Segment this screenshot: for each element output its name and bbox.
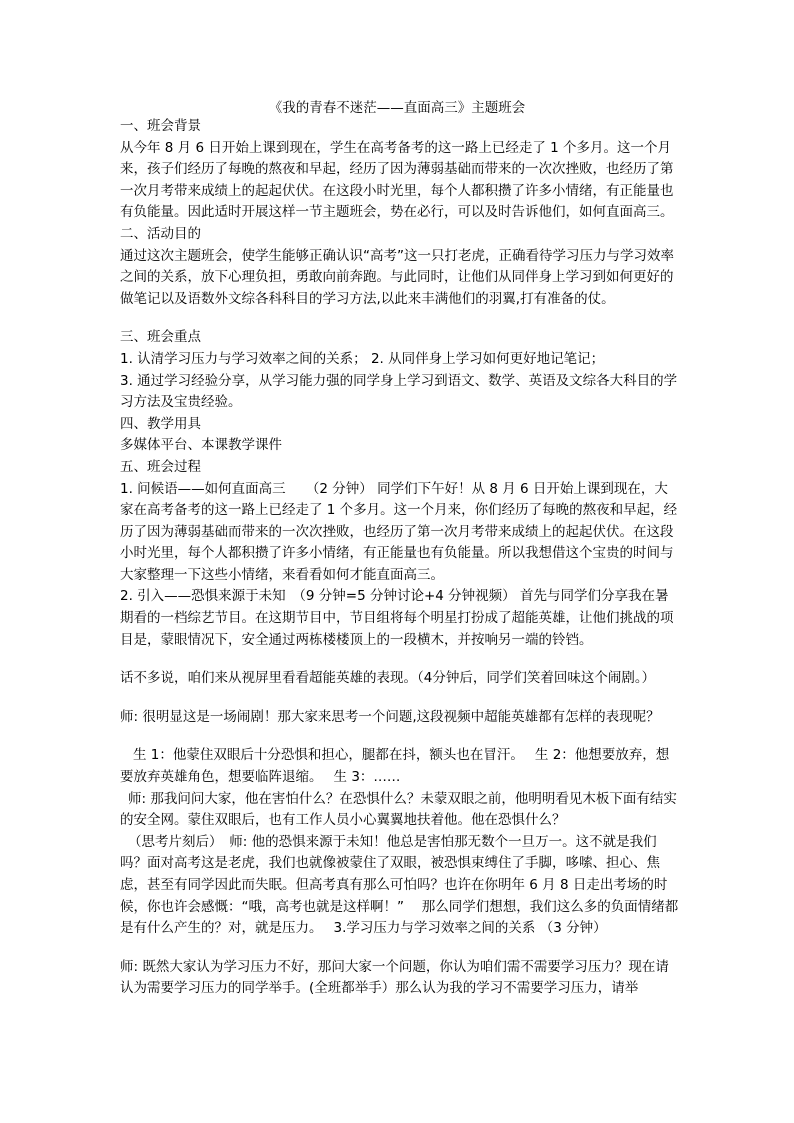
- focus-item-3: 3. 通过学习经验分享，从学习能力强的同学身上学习到语文、数学、英语及文综各大科目的学习方法及宝贵经验。: [120, 372, 678, 411]
- teacher-followup-paragraph: 师: 那我问问大家，他在害怕什么？在恐惧什么？未蒙双眼之前，他明明看见木板下面有结实的安全网。蒙住双眼后，也有工作人员小心翼翼地扶着他。他在恐惧什么？: [120, 790, 677, 829]
- spacer: [120, 690, 680, 707]
- process-step-greeting: 1. 问候语——如何直面高三 （2 分钟） 同学们下午好！从 8 月 6 日开始上课到现在，大家在高考备考的这一路上已经走了 1 个多月。这一个月来，你们经历了每晚的熬夜和早起，经历了因为薄弱基础而带来的一次次挫败，也经历了第一次月考带来成绩上的起起伏伏。在这段小时光里，每个人都积攒了许多小情绪，有正能量也有负能量。所以我想借这个宝贵的时间与大家整理一下这些小情绪，来看看如何才能直面高三。: [120, 480, 678, 583]
- process-video-paragraph: 话不多说，咱们来从视屏里看看超能英雄的表现。（4分钟后，同学们笑着回味这个闹剧。）: [120, 670, 656, 687]
- teacher-reflection-paragraph: （思考片刻后） 师: 他的恐惧来源于未知！他总是害怕那无数个一旦万一。这不就是我们吗？面对高考这是老虎，我们也就像被蒙住了双眼，被恐惧束缚住了手脚，哆嗦、担心、焦虑，甚至有同学因此而失眠。但高考真有那么可怕吗？也许在你明年 6 月 8 日走出考场的时候，你也许会感慨：“哦，高考也就是这样啊！” 那么同学们想想，我们这么多的负面情绪都是有什么产生的？对，就是压力。 3.学习压力与学习效率之间的关系 （3 分钟）: [120, 833, 679, 937]
- section-heading-process: 五、班会过程: [120, 458, 201, 475]
- background-paragraph: 从今年 8 月 6 日开始上课到现在，学生在高考备考的这一路上已经走了 1 个多月。这一个月来，孩子们经历了每晚的熬夜和早起，经历了因为薄弱基础而带来的一次次挫败，也经历了第一次月考带来成绩上的起起伏伏。在这段小时光里，每个人都积攒了许多小情绪，有正能量也有负能量。因此适时开展这样一节主题班会，势在必行，可以及时告诉他们，如何直面高三。: [120, 139, 674, 221]
- process-step-intro: 2. 引入——恐惧来源于未知 （9 分钟=5 分钟讨论+4 分钟视频） 首先与同学们分享我在暑期看的一档综艺节目。在这期节目中，节目组将每个明星打扮成了超能英雄，让他们挑战的项目是，蒙眼情况下，安全通过两栋楼楼顶上的一段横木，并按响另一端的铃铛。: [120, 588, 674, 648]
- teacher-question-paragraph: 师: 很明显这是一场闹剧！那大家来思考一个问题,这段视频中超能英雄都有怎样的表现呢？: [120, 708, 660, 725]
- student-answers-paragraph: 生 1：他蒙住双眼后十分恐惧和担心，腿都在抖，额头也在冒汗。 生 2：他想要放弃，想要放弃英雄角色，想要临阵退缩。 生 3：……: [120, 747, 670, 786]
- document-title: 《我的青春不迷茫——直面高三》主题班会: [268, 100, 526, 116]
- section-heading-purpose: 二、活动目的: [120, 225, 201, 242]
- purpose-paragraph: 通过这次主题班会，使学生能够正确认识“高考”这一只打老虎，正确看待学习压力与学习效率之间的关系，放下心理负担，勇敢向前奔跑。与此同时，让他们从同伴身上学习到如何更好的做笔记以及语数外文综各科科目的学习方法,以此来丰满他们的羽翼,打有准备的仗。: [120, 247, 674, 307]
- spacer: [120, 728, 680, 745]
- section-heading-focus: 三、班会重点: [120, 329, 201, 346]
- spacer: [120, 310, 680, 327]
- spacer: [120, 940, 680, 957]
- section-heading-background: 一、班会背景: [120, 118, 201, 134]
- document-body: [120, 116, 680, 1000]
- pressure-discussion-paragraph: 师: 既然大家认为学习压力不好，那问大家一个问题，你认为咱们需不需要学习压力？现在请认为需要学习压力的同学举手。(全班都举手）那么认为我的学习不需要学习压力，请举: [120, 958, 669, 997]
- focus-item-1-2: 1. 认清学习压力与学习效率之间的关系； 2. 从同伴身上学习如何更好地记笔记；: [120, 350, 605, 367]
- spacer: [120, 651, 680, 668]
- tools-paragraph: 多媒体平台、本课教学课件: [120, 437, 282, 454]
- section-heading-tools: 四、教学用具: [120, 415, 201, 432]
